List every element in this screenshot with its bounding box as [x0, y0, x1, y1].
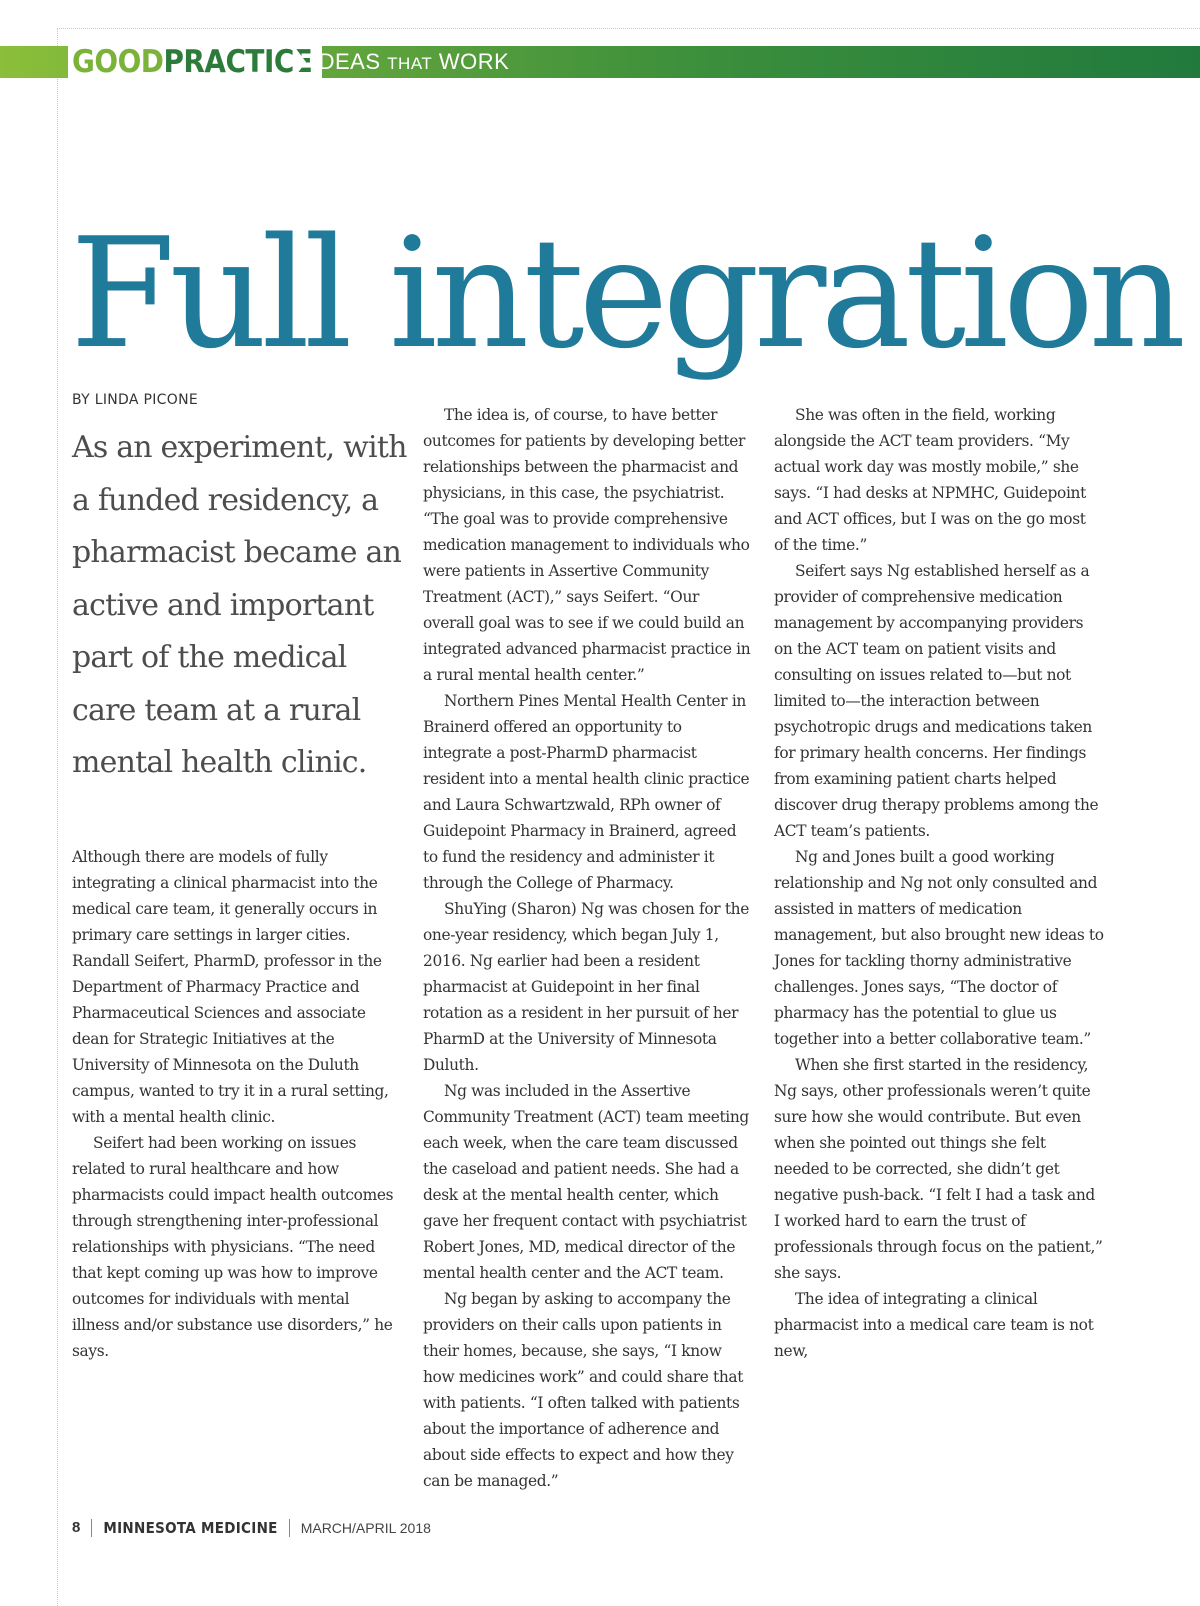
page-edge-top — [57, 28, 1200, 29]
section-label — [68, 46, 322, 78]
issue-date: MARCH/APRIL 2018 — [300, 1520, 431, 1536]
body-column-1 — [72, 844, 398, 1364]
section-banner — [0, 46, 1200, 78]
paragraph: Ng was included in the Assertive Community Treatment (ACT) team meeting each week, when the care team discussed the caseload and patient needs. She had a desk at the mental health center, which gave her frequent contact with psychiatrist Robert Jones, MD, medical director of the mental health center and the ACT team. — [423, 1082, 749, 1282]
paragraph: Northern Pines Mental Health Center in Brainerd offered an opportunity to integrate a post-PharmD pharmacist resident into a mental health clinic practice and Laura Schwartzwald, RPh owner of Guidepoint Pharmacy in Brainerd, agreed to fund the residency and administer it through the College of Pharmacy. — [423, 692, 750, 892]
paragraph: Although there are models of fully integrating a clinical pharmacist into the medical care team, it generally occurs in primary care settings in larger cities. Randall Seifert, PharmD, professor in the Department of Pharmacy Practice and Pharmaceutical Sciences and associate dean for Strategic Initiatives at the University of Minnesota on the Duluth campus, wanted to try it in a rural setting, with a mental health clinic. — [72, 848, 389, 1126]
article-byline: BY LINDA PICONE — [72, 392, 198, 408]
paragraph: Ng and Jones built a good working relationship and Ng not only consulted and assisted in matters of medication management, but also brought new ideas to Jones for tackling thorny administrative challenges. Jones says, “The doctor of pharmacy has the potential to glue us together into a better collaborative team.” — [774, 848, 1104, 1048]
paragraph: The idea of integrating a clinical pharmacist into a medical care team is not new, — [774, 1290, 1094, 1360]
section-subtitle-that: THAT — [387, 54, 433, 73]
paragraph: She was often in the field, working alongside the ACT team providers. “My actual work day was mostly mobile,” she says. “I had desks at NPMHC, Guidepoint and ACT offices, but I was on the go most of the time.” — [774, 406, 1086, 554]
article-deck: As an experiment, with a funded residency, a pharmacist became an active and important part of the medical care team at a rural mental health clinic. — [72, 430, 407, 780]
paragraph: Seifert had been working on issues related to rural healthcare and how pharmacists could impact health outcomes through strengthening inter-professional relationships with physicians. “The need that kept coming up was how to improve outcomes for individuals with mental illness and/or substance use disorders,” he says. — [72, 1134, 394, 1360]
section-subtitle-work: WORK — [438, 49, 510, 74]
paragraph: Seifert says Ng established herself as a provider of comprehensive medication management by accompanying providers on the ACT team on patient visits and consulting on issues related to—but not limited to—the interaction between psychotropic drugs and medications taken for primary health concerns. Her findings from examining patient charts helped discover drug therapy problems among the ACT team’s patients. — [774, 562, 1099, 840]
article-title: Full integration — [70, 205, 1181, 382]
page-number: 8 — [72, 1519, 81, 1536]
page-footer — [72, 1517, 431, 1539]
section-label-good: GOOD — [72, 44, 164, 80]
paragraph: Ng began by asking to accompany the providers on their calls upon patients in their homes, because, she says, “I know how medicines work” and could share that with patients. “I often talked with patients about the importance of adherence and about side effects to expect and how they can be managed.” — [423, 1290, 744, 1490]
section-label-practice: PRACTICE — [163, 44, 313, 80]
page-edge-left — [57, 28, 58, 1606]
section-subtitle-ideas: IDEAS — [312, 49, 381, 74]
footer-divider — [289, 1519, 290, 1537]
magazine-name: MINNESOTA MEDICINE — [103, 1519, 278, 1537]
chevron-right-icon — [294, 46, 306, 78]
paragraph: The idea is, of course, to have better outcomes for patients by developing better relationships between the pharmacist and physicians, in this case, the psychiatrist. “The goal was to provide comprehensive medication management to individuals who were patients in Assertive Community Treatment (ACT),” says Seifert. “Our overall goal was to see if we could build an integrated advanced pharmacist practice in a rural mental health center.” — [423, 406, 751, 684]
footer-divider — [91, 1519, 92, 1537]
paragraph: ShuYing (Sharon) Ng was chosen for the one-year residency, which began July 1, 2016. Ng earlier had been a resident pharmacist at Guidepoint in her final rotation as a resident in her pursuit of her PharmD at the University of Minnesota Duluth. — [423, 900, 749, 1074]
section-subtitle — [312, 46, 509, 78]
paragraph: When she first started in the residency, Ng says, other professionals weren’t quite sure how she would contribute. But even when she pointed out things she felt needed to be corrected, she didn’t get negative push-back. “I felt I had a task and I worked hard to earn the trust of professionals through focus on the patient,” she says. — [774, 1056, 1103, 1282]
body-column-2 — [423, 402, 753, 1494]
body-column-3 — [774, 402, 1104, 1364]
